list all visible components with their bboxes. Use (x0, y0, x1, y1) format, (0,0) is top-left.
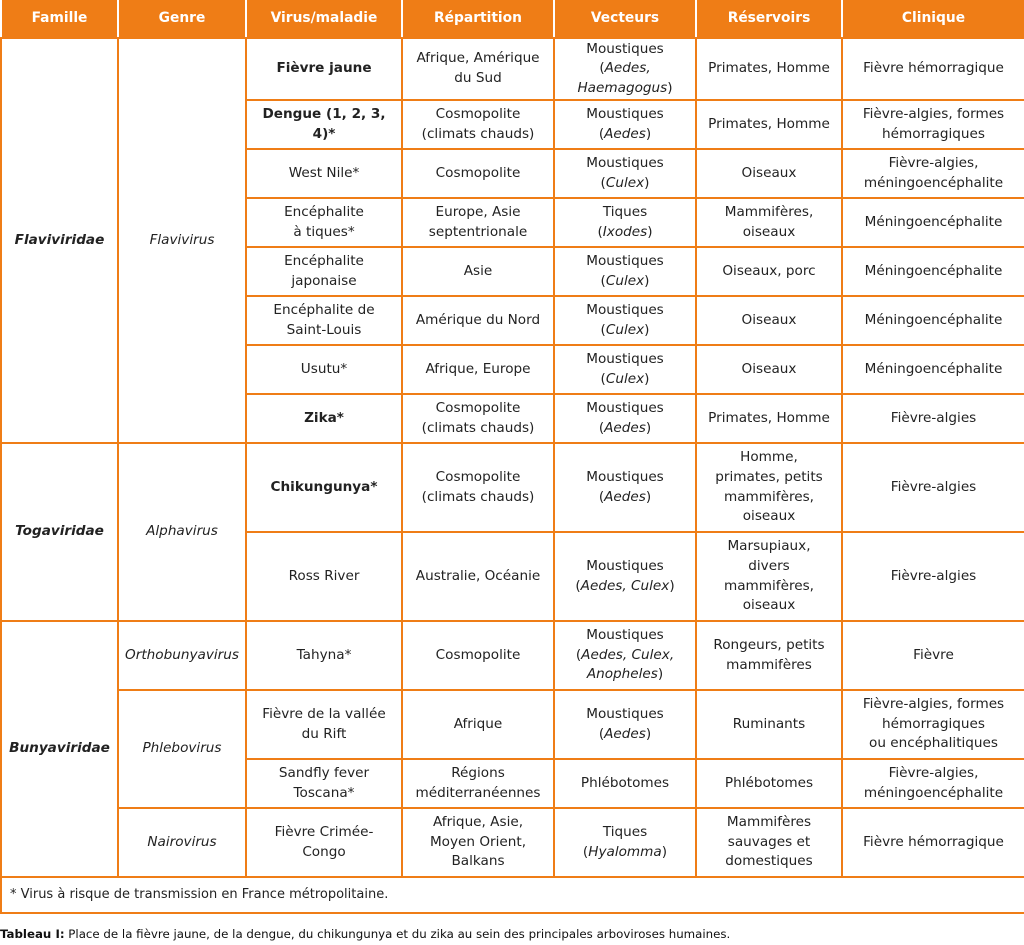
vecteur-genus: Culex (605, 174, 645, 191)
vecteur-genus: Aedes (604, 725, 646, 742)
vecteur-cell: Moustiques (Aedes) (554, 690, 696, 759)
vecteur-genus: Aedes (604, 419, 646, 436)
rep-line: Cosmopolite (435, 646, 521, 663)
clinique-cell (842, 443, 1024, 532)
vecteur-type: Moustiques (586, 468, 664, 485)
clinique-cell (842, 394, 1024, 443)
footnote-row (1, 877, 1024, 913)
clinique-cell (842, 198, 1024, 247)
vecteur-type: Moustiques (586, 350, 664, 367)
vecteur-type: Moustiques (586, 399, 664, 416)
vecteur-genus: Aedes, Culex, (581, 646, 675, 663)
repartition-cell (402, 198, 554, 247)
reservoir-cell (696, 149, 842, 198)
reservoir-cell (696, 690, 842, 759)
virus-line: Zika* (304, 409, 344, 426)
rep-line: (climats chauds) (421, 419, 535, 436)
repartition-cell (402, 808, 554, 877)
header-virus: Virus/maladie (246, 0, 402, 38)
rep-line: Moyen Orient, (429, 833, 527, 850)
virus-line: Sandfly fever (278, 764, 370, 781)
virus-line: West Nile* (288, 164, 360, 181)
res-line: sauvages et (727, 833, 811, 850)
virus-line: Encéphalite (284, 252, 364, 269)
rep-line: Australie, Océanie (415, 567, 541, 584)
vecteur-genus: Aedes, (604, 60, 651, 77)
clinique-cell (842, 759, 1024, 808)
cli-line: Méningoencéphalite (864, 311, 1003, 328)
cli-line: Fièvre hémorragique (863, 60, 1004, 77)
vecteur-genus: Culex (605, 321, 645, 338)
vecteur-genus: Culex (605, 370, 645, 387)
repartition-cell (402, 443, 554, 532)
virus-cell (246, 808, 402, 877)
virus-cell (246, 394, 402, 443)
cli-line: méningoencéphalite (863, 174, 1004, 191)
res-line: Oiseaux (741, 311, 797, 328)
virus-line: Fièvre jaune (276, 60, 372, 77)
res-line: divers (748, 557, 790, 574)
cli-line: ou encéphalitiques (869, 735, 998, 752)
reservoir-cell (696, 621, 842, 690)
reservoir-cell (696, 100, 842, 149)
virus-cell (246, 38, 402, 100)
virus-line: à tiques* (293, 223, 355, 240)
genus-cell: Nairovirus (118, 808, 246, 877)
virus-cell (246, 621, 402, 690)
repartition-cell (402, 296, 554, 345)
virus-line: Encéphalite (284, 203, 364, 220)
header-vecteurs: Vecteurs (554, 0, 696, 38)
virus-cell (246, 345, 402, 394)
virus-cell (246, 149, 402, 198)
virus-line: Saint-Louis (286, 321, 362, 338)
cli-line: Fièvre-algies, (888, 154, 979, 171)
caption-text: Place de la fièvre jaune, de la dengue, du chikungunya et du zika au sein des principales arboviroses humaines. (64, 927, 731, 941)
clinique-cell (842, 296, 1024, 345)
res-line: primates, petits (715, 468, 823, 485)
reservoir-cell (696, 247, 842, 296)
rep-line: Cosmopolite (435, 105, 521, 122)
virus-cell (246, 690, 402, 759)
vecteur-cell (554, 759, 696, 808)
header-clinique: Clinique (842, 0, 1024, 38)
clinique-cell (842, 345, 1024, 394)
repartition-cell (402, 345, 554, 394)
header-famille: Famille (1, 0, 118, 38)
vecteur-cell: Tiques (Hyalomma) (554, 808, 696, 877)
clinique-cell (842, 38, 1024, 100)
rep-line: Asie (463, 262, 493, 279)
table-row (1, 621, 1024, 690)
virus-line: Congo (302, 843, 346, 860)
repartition-cell (402, 394, 554, 443)
cli-line: Fièvre-algies (890, 409, 977, 426)
virus-line: Chikungunya* (270, 478, 378, 495)
res-line: Ruminants (732, 715, 806, 732)
virus-line: Fièvre de la vallée (262, 705, 386, 722)
res-line: Rongeurs, petits (713, 636, 825, 653)
res-line: Mammifères, (724, 203, 814, 220)
vecteur-cell: Moustiques (Aedes, Haemagogus) (554, 38, 696, 100)
header-genre: Genre (118, 0, 246, 38)
vecteur-type: Moustiques (586, 557, 664, 574)
vecteur-cell: Moustiques (Aedes) (554, 100, 696, 149)
vecteur-type: Moustiques (586, 252, 664, 269)
reservoir-cell (696, 443, 842, 532)
repartition-cell (402, 759, 554, 808)
virus-line: Ross River (288, 567, 360, 584)
vecteur-genus: Anopheles (586, 666, 658, 683)
res-line: mammifères (726, 656, 812, 673)
table-row (1, 443, 1024, 532)
vecteur-type: Moustiques (586, 154, 664, 171)
table-row (1, 690, 1024, 759)
vecteur-type: Tiques (602, 823, 648, 840)
res-line: Primates, Homme (708, 409, 830, 426)
reservoir-cell (696, 198, 842, 247)
repartition-cell (402, 247, 554, 296)
cli-line: Fièvre (913, 646, 954, 663)
repartition-cell (402, 100, 554, 149)
header-reservoirs: Réservoirs (696, 0, 842, 38)
clinique-cell (842, 621, 1024, 690)
reservoir-cell (696, 532, 842, 621)
repartition-cell (402, 621, 554, 690)
clinique-cell (842, 808, 1024, 877)
clinique-cell (842, 532, 1024, 621)
cli-line: Fièvre-algies, (888, 764, 979, 781)
vecteur-cell: Moustiques (Aedes) (554, 443, 696, 532)
virus-line: Dengue (1, 2, 3, 4)* (262, 105, 386, 142)
footnote: * Virus à risque de transmission en France métropolitaine. (1, 877, 1024, 913)
reservoir-cell (696, 394, 842, 443)
vecteur-genus: Aedes (604, 125, 646, 142)
repartition-cell (402, 38, 554, 100)
genus-cell: Alphavirus (118, 443, 246, 621)
reservoir-cell (696, 38, 842, 100)
vecteur-type: Moustiques (586, 627, 664, 644)
virus-line: Tahyna* (296, 646, 352, 663)
header-repartition: Répartition (402, 0, 554, 38)
virus-cell (246, 443, 402, 532)
family-cell: Togaviridae (1, 443, 118, 621)
vecteur-cell: Moustiques (Culex) (554, 345, 696, 394)
genus-cell: Phlebovirus (118, 690, 246, 808)
vecteur-cell: Moustiques (Aedes, Culex, Anopheles) (554, 621, 696, 690)
res-line: Oiseaux (741, 164, 797, 181)
vecteur-type: Moustiques (586, 301, 664, 318)
rep-line: Afrique, Amérique (416, 50, 540, 67)
virus-line: Usutu* (300, 360, 348, 377)
vecteur-genus: Hyalomma (588, 843, 662, 860)
repartition-cell (402, 690, 554, 759)
table-caption (0, 926, 1024, 942)
clinique-cell (842, 690, 1024, 759)
rep-line: méditerranéennes (415, 784, 541, 801)
virus-cell (246, 198, 402, 247)
rep-line: Cosmopolite (435, 468, 521, 485)
table-row (1, 38, 1024, 100)
repartition-cell (402, 149, 554, 198)
vecteur-genus: Culex (605, 272, 645, 289)
rep-line: Amérique du Nord (415, 311, 541, 328)
vecteur-genus: Aedes, Culex (580, 577, 670, 594)
rep-line: Balkans (451, 853, 505, 870)
clinique-cell (842, 247, 1024, 296)
vecteur-type: Phlébotomes (580, 774, 670, 791)
res-line: Oiseaux (741, 360, 797, 377)
rep-line: Europe, Asie (435, 203, 521, 220)
cli-line: Fièvre-algies, formes (862, 696, 1005, 713)
virus-cell (246, 247, 402, 296)
res-line: oiseaux (742, 223, 796, 240)
virus-cell (246, 100, 402, 149)
table-row (1, 808, 1024, 877)
vecteur-cell: Moustiques (Culex) (554, 296, 696, 345)
vecteur-cell: Moustiques (Culex) (554, 247, 696, 296)
vecteur-genus: Haemagogus (577, 79, 668, 96)
vecteur-cell: Moustiques (Culex) (554, 149, 696, 198)
virus-line: Toscana* (293, 784, 355, 801)
rep-line: Cosmopolite (435, 164, 521, 181)
reservoir-cell (696, 345, 842, 394)
cli-line: hémorragiques (882, 125, 985, 142)
vecteur-type: Tiques (602, 203, 648, 220)
res-line: Marsupiaux, (727, 538, 811, 555)
virus-line: Encéphalite de (273, 301, 375, 318)
cli-line: hémorragiques (882, 715, 985, 732)
virus-cell (246, 296, 402, 345)
vecteur-cell: Moustiques (Aedes) (554, 394, 696, 443)
caption-label: Tableau I: (0, 927, 65, 941)
family-cell: Bunyaviridae (1, 621, 118, 877)
vecteur-type: Moustiques (586, 105, 664, 122)
res-line: Primates, Homme (708, 60, 830, 77)
header-row (1, 0, 1024, 38)
res-line: oiseaux (742, 508, 796, 525)
virus-line: japonaise (291, 272, 357, 289)
vecteur-cell: Tiques (Ixodes) (554, 198, 696, 247)
vecteur-cell: Moustiques (Aedes, Culex) (554, 532, 696, 621)
virus-line: Fièvre Crimée- (274, 823, 374, 840)
res-line: oiseaux (742, 597, 796, 614)
cli-line: Fièvre-algies (890, 567, 977, 584)
vecteur-type: Moustiques (586, 705, 664, 722)
rep-line: (climats chauds) (421, 125, 535, 142)
rep-line: Afrique, Asie, (432, 814, 524, 831)
virus-cell (246, 532, 402, 621)
cli-line: Fièvre-algies, formes (862, 105, 1005, 122)
rep-line: (climats chauds) (421, 488, 535, 505)
genus-cell: Flavivirus (118, 38, 246, 443)
rep-line: Afrique, Europe (425, 360, 531, 377)
res-line: Primates, Homme (708, 115, 830, 132)
repartition-cell (402, 532, 554, 621)
reservoir-cell (696, 296, 842, 345)
res-line: Mammifères (726, 814, 812, 831)
rep-line: Régions (451, 764, 505, 781)
clinique-cell (842, 100, 1024, 149)
cli-line: Fièvre-algies (890, 478, 977, 495)
vecteur-genus: Aedes (604, 488, 646, 505)
virus-cell (246, 759, 402, 808)
reservoir-cell (696, 808, 842, 877)
cli-line: Fièvre hémorragique (863, 833, 1004, 850)
family-cell: Flaviviridae (1, 38, 118, 443)
rep-line: Cosmopolite (435, 399, 521, 416)
cli-line: Méningoencéphalite (864, 360, 1003, 377)
genus-cell: Orthobunyavirus (118, 621, 246, 690)
res-line: Oiseaux, porc (722, 262, 816, 279)
res-line: Phlébotomes (724, 774, 814, 791)
clinique-cell (842, 149, 1024, 198)
res-line: Homme, (740, 449, 798, 466)
res-line: mammifères, (723, 577, 815, 594)
cli-line: Méningoencéphalite (864, 262, 1003, 279)
cli-line: Méningoencéphalite (864, 213, 1003, 230)
rep-line: septentrionale (428, 223, 528, 240)
res-line: mammifères, (723, 488, 815, 505)
rep-line: Afrique (453, 715, 503, 732)
res-line: domestiques (725, 853, 813, 870)
vecteur-type: Moustiques (586, 40, 664, 57)
vecteur-genus: Ixodes (602, 223, 648, 240)
virus-line: du Rift (301, 725, 347, 742)
rep-line: du Sud (454, 70, 502, 86)
cli-line: méningoencéphalite (863, 784, 1004, 801)
reservoir-cell (696, 759, 842, 808)
